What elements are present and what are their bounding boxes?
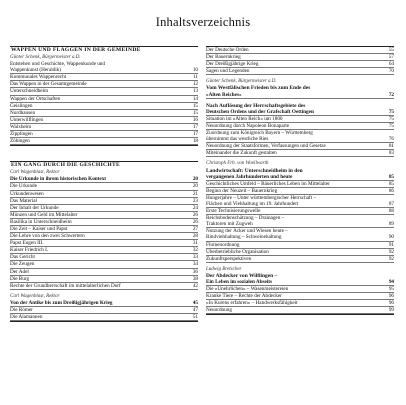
toc-entry-title: Geislingen xyxy=(10,102,33,109)
toc-entry-title: Deutschen Ordens und der Grafschaft Oettingen xyxy=(206,108,314,115)
toc-list xyxy=(206,273,394,315)
toc-entry xyxy=(10,183,198,190)
toc-entry xyxy=(206,150,394,157)
toc-entry-title: Ein Leben im sozialen Abseits xyxy=(206,279,273,285)
right-column xyxy=(206,46,394,315)
toc-entry xyxy=(206,61,394,68)
toc-entry-page: 34 xyxy=(192,261,198,268)
toc-entry xyxy=(10,212,198,219)
author-woellwarth: Christoph Frh. von Woellwarth xyxy=(206,161,269,167)
toc-entry xyxy=(206,307,394,314)
toc-entry-title: Wappen der Ortschaften xyxy=(10,95,61,102)
toc-list xyxy=(10,61,198,145)
toc-entry-page: 91 xyxy=(388,241,394,248)
toc-entry-page: 20 xyxy=(192,183,198,190)
toc-entry-page: 85 xyxy=(388,173,394,180)
toc-entry-title: Beginn der Neuzeit – Bauernkrieg xyxy=(206,187,278,194)
toc-entry xyxy=(206,174,394,181)
toc-entry-title: übernimmt das westliche Ries xyxy=(206,136,269,143)
toc-entry-title: Flurneuordnung xyxy=(206,241,240,248)
toc-entry-title: Nordhausen xyxy=(10,109,36,116)
toc-entry-page: 14 xyxy=(192,95,198,102)
author-wagenblast: Carl Wagenblast, Rektor xyxy=(10,170,60,176)
toc-entry-page: 20 xyxy=(192,176,198,183)
toc-entry-page: 26 xyxy=(192,218,198,225)
toc-entry-title: »Alten Reiches« xyxy=(206,91,242,98)
toc-entry-page: 47 xyxy=(192,307,198,313)
toc-entry xyxy=(10,110,198,117)
toc-entry-title: vergangenen Jahrhunderten und heute xyxy=(206,173,293,180)
toc-entry-page: 99 xyxy=(388,307,394,314)
toc-entry-title: Das Material xyxy=(10,197,37,204)
toc-entry xyxy=(206,234,394,241)
toc-entry-page: 17 xyxy=(192,131,198,138)
toc-list xyxy=(206,85,394,98)
toc-entry-page: 10 xyxy=(192,67,198,74)
toc-entry xyxy=(10,117,198,124)
toc-entry-page: 87 xyxy=(388,200,394,207)
toc-entry xyxy=(206,242,394,249)
author-wagenblast-2: Carl Wagenblast, Rektor xyxy=(10,293,60,299)
toc-entry xyxy=(10,307,198,314)
toc-entry-title: Der Deutsche Orden xyxy=(206,47,249,53)
toc-entry xyxy=(10,67,198,74)
toc-entry-page: 92 xyxy=(388,248,394,255)
toc-entry-page: 75 xyxy=(388,115,394,122)
toc-entry-page: 92 xyxy=(388,255,394,262)
page-title: Inhaltsverzeichnis xyxy=(155,15,251,29)
toc-entry xyxy=(10,219,198,226)
toc-entry-page: 75 xyxy=(388,122,394,129)
toc-entry-page: 57 xyxy=(388,54,394,61)
toc-entry xyxy=(10,269,198,276)
toc-entry-title: Papst Eugen III. xyxy=(10,240,44,247)
toc-entry-title: Kommunales Wappenrecht xyxy=(10,74,67,81)
author-schenk-2: Günter Schenk, Bürgermeister a.D. xyxy=(206,79,277,85)
toc-entry xyxy=(10,176,198,183)
toc-entry-title: Die Zeugen xyxy=(10,261,35,268)
toc-entry xyxy=(10,198,198,205)
toc-entry-title: Die Alamannen xyxy=(10,314,43,321)
author-bretscher: Ludwig Bretscher xyxy=(206,266,242,272)
toc-entry xyxy=(10,74,198,81)
toc-entry-page: 75 xyxy=(388,108,394,115)
toc-entry-title: Zipplingen xyxy=(10,131,33,138)
toc-entry-title: Der Abdecker von Wilflingen – xyxy=(206,272,278,279)
toc-entry xyxy=(206,188,394,195)
toc-entry xyxy=(10,261,198,268)
toc-entry-page: 18 xyxy=(192,138,198,145)
author-schenk: Günter Schenk, Bürgermeister a.D. xyxy=(10,55,81,60)
toc-entry xyxy=(206,208,394,215)
toc-entry xyxy=(10,103,198,110)
toc-entry-title: Rindviehhaltung – Schweinehaltung xyxy=(206,234,282,241)
toc-entry xyxy=(10,300,198,307)
toc-entry-page: 21 xyxy=(192,190,198,197)
toc-entry xyxy=(10,88,198,95)
toc-list xyxy=(10,300,198,321)
toc-entry-title: Das Wappen in der Gesamtgemeinde xyxy=(10,81,87,88)
toc-entry-title: Zukunftsperspektiven xyxy=(206,255,252,262)
toc-entry xyxy=(206,293,394,300)
section-heading-geschichte: EIN GANG DURCH DIE GESCHICHTE xyxy=(11,162,121,169)
toc-entry-page: 15 xyxy=(192,102,198,109)
toc-entry-title: Hungerjahre – Unter württembergischer Herrschaft – xyxy=(206,194,317,201)
toc-entry-page: 28 xyxy=(192,233,198,240)
toc-entry xyxy=(10,124,198,131)
toc-entry xyxy=(10,138,198,145)
toc-entry-page: 90 xyxy=(388,234,394,241)
toc-entry-title: Urkundenwesen xyxy=(10,190,44,197)
toc-entry-page: 83 xyxy=(388,150,394,157)
toc-entry xyxy=(10,314,198,321)
toc-entry-title: Wappenkunst (Heraldik) xyxy=(10,67,62,74)
toc-entry-title: Neuordnung durch Napoleon Bonaparte xyxy=(206,122,290,129)
toc-entry xyxy=(206,136,394,143)
toc-entry-title: Kranke Tiere – Rechte der Abdecker xyxy=(206,293,282,300)
toc-entry-title: Die Urkunde xyxy=(10,183,37,190)
section-geschichte xyxy=(10,161,198,322)
toc-entry-page: 15 xyxy=(192,109,198,116)
toc-entry xyxy=(206,300,394,307)
toc-entry xyxy=(206,221,394,228)
toc-entry-title: Reichsbodenschätzung – Drainagen – xyxy=(206,215,285,222)
toc-entry-page: 88 xyxy=(388,208,394,215)
toc-entry-title: Flächen und Viehhaltung im 19. Jahrhundert xyxy=(206,200,299,207)
toc-entry-page: 11 xyxy=(193,74,198,81)
left-column xyxy=(10,46,198,322)
toc-entry xyxy=(206,92,394,99)
toc-entry-page: 89 xyxy=(388,221,394,228)
toc-entry-title: Neuordnung xyxy=(206,307,232,314)
toc-entry-title: Die Burg xyxy=(10,275,30,282)
toc-entry xyxy=(206,279,394,286)
toc-entry xyxy=(206,116,394,123)
toc-entry-title: Die Lehre von den zwei Schwertern xyxy=(10,233,85,240)
toc-entry-title: Der Dreißigjährige Krieg xyxy=(206,61,259,68)
toc-entry xyxy=(206,256,394,263)
toc-entry xyxy=(10,205,198,212)
toc-entry xyxy=(206,54,394,61)
toc-entry xyxy=(10,276,198,283)
toc-entry xyxy=(206,249,394,256)
toc-entry-title: Kaiser Friedrich I. xyxy=(10,247,49,254)
toc-entry-title: Basilika in Unterschneidheim xyxy=(10,218,72,225)
toc-entry-title: Von der Antike bis zum Dreißigjährigen Krieg xyxy=(10,299,113,306)
toc-entry-page: 16 xyxy=(192,116,198,123)
toc-entry-page: 96 xyxy=(388,293,394,300)
toc-entry-title: Unterwilflingen xyxy=(10,116,44,123)
toc-entry-page: 23 xyxy=(192,197,198,204)
toc-entry-page: 24 xyxy=(192,204,198,211)
toc-entry-page: 64 xyxy=(388,61,394,68)
toc-entry-title: Der Adel xyxy=(10,268,29,275)
toc-entry-title: Situation im »Alten Reich« um 1800 xyxy=(206,115,283,122)
toc-entry-title: Nach Auflösung der Herrschaftsgebiete des xyxy=(206,102,306,109)
toc-entry-title: »In Kurens erfahren« – Handwerksfähigkeit xyxy=(206,300,298,307)
toc-entry-page: 81 xyxy=(388,143,394,150)
toc-entry xyxy=(10,131,198,138)
toc-entry-title: Unterschneidheim xyxy=(10,88,49,95)
toc-entry-page: 94 xyxy=(388,279,394,285)
toc-entry-title: Die Römer xyxy=(10,307,33,313)
toc-entry-page: 32 xyxy=(192,247,198,254)
toc-entry-page: 86 xyxy=(388,187,394,194)
toc-entry-page: 13 xyxy=(192,88,198,95)
toc-entry-title: Überbetriebliche Organisation xyxy=(206,248,269,255)
toc-entry-title: Erste Technisierungswelle xyxy=(206,208,261,215)
toc-entry-title: Traktoren mit Zugweh xyxy=(206,221,253,228)
toc-entry xyxy=(206,201,394,208)
toc-entry-page: 95 xyxy=(388,286,394,293)
toc-entry-title: Sagen und Legenden xyxy=(206,68,250,75)
toc-entry xyxy=(10,226,198,233)
toc-entry-title: Die Urkunde in ihrem historischen Kontext xyxy=(10,176,107,183)
toc-entry xyxy=(206,181,394,188)
toc-entry-title: Geschichtliches Umfeld – Bäuerliches Leben im Mittelalter xyxy=(206,180,330,187)
toc-entry-page: 31 xyxy=(192,240,198,247)
toc-entry-title: Zöbingen xyxy=(10,138,30,145)
toc-entry-page: 70 xyxy=(388,68,394,75)
toc-entry-page: 38 xyxy=(192,275,198,282)
toc-entry-title: Der Bauernkrieg xyxy=(206,54,241,61)
toc-list xyxy=(206,103,394,158)
toc-entry xyxy=(206,123,394,130)
toc-list xyxy=(10,176,198,290)
toc-entry-page: 36 xyxy=(192,268,198,275)
toc-entry-title: Vom Westfälischen Frieden bis zum Ende des xyxy=(206,85,311,92)
toc-entry-page: 76 xyxy=(388,136,394,143)
toc-entry-page: 96 xyxy=(388,300,394,307)
toc-entry xyxy=(10,254,198,261)
toc-entry-page: 42 xyxy=(192,282,198,289)
toc-entry-page: 72 xyxy=(388,91,394,98)
toc-entry xyxy=(206,47,394,54)
toc-entry-title: Miteinander die Zukunft gestalten xyxy=(206,150,277,157)
toc-entry-title: Walxheim xyxy=(10,123,32,130)
toc-entry xyxy=(10,96,198,103)
section-wappen xyxy=(10,46,198,146)
section-continued xyxy=(206,46,394,315)
toc-entry-title: Der Inhalt der Urkunde xyxy=(10,204,59,211)
toc-entry-title: Das Gericht xyxy=(10,254,35,261)
section-heading-wappen: WAPPEN UND FLAGGEN IN DER GEMEINDE xyxy=(11,47,141,53)
toc-entry-title: Die Zeit – Kaiser und Papst xyxy=(10,225,68,232)
toc-entry xyxy=(10,240,198,247)
toc-entry xyxy=(206,286,394,293)
toc-entry-title: Entstehen und Geschichte, Wappenkunde und xyxy=(10,61,105,68)
toc-entry-page: 55 xyxy=(388,47,394,53)
toc-entry xyxy=(10,81,198,88)
toc-entry-page: 33 xyxy=(192,254,198,261)
toc-entry xyxy=(10,247,198,254)
toc-entry-title: Landwirtschaft: Unterschneidheim in den xyxy=(206,167,303,174)
toc-entry-title: Nutzung der Äcker und Wiesen heute – xyxy=(206,228,288,235)
toc-entry-page: 12 xyxy=(192,81,198,88)
toc-entry-page: 45 xyxy=(192,299,198,306)
toc-entry-page: 17 xyxy=(192,123,198,130)
toc-entry-page: 51 xyxy=(192,314,198,321)
toc-entry-page: 26 xyxy=(192,211,198,218)
toc-entry xyxy=(10,191,198,198)
toc-list xyxy=(206,168,394,263)
toc-entry-title: Rechte der Grundherrschaft im mittelalterlichen Dorf xyxy=(10,282,121,289)
toc-entry-page: 85 xyxy=(388,180,394,187)
toc-entry xyxy=(206,143,394,150)
toc-entry-title: Die »Unehrlichen« – Wasenmeistereien xyxy=(206,286,289,293)
toc-entry-title: Neuordnung der Staatsformen, Verfassungen und Gesetze xyxy=(206,143,326,150)
toc-entry xyxy=(10,283,198,290)
toc-entry-page: 27 xyxy=(192,225,198,232)
toc-entry xyxy=(10,233,198,240)
toc-list xyxy=(206,47,394,75)
toc-entry xyxy=(206,109,394,116)
toc-entry-title: Zuordnung zum Königreich Bayern – Württemberg xyxy=(206,130,313,137)
toc-entry-title: Münzen und Geld im Mittelalter xyxy=(10,211,78,218)
toc-entry xyxy=(206,68,394,75)
